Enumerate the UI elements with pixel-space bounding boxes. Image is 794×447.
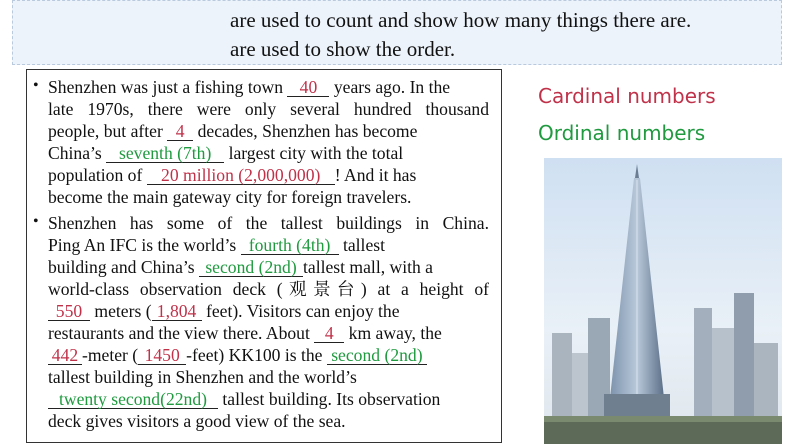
definition-cardinal: are used to count and show how many things there are. <box>230 8 692 32</box>
definition-ordinal: are used to show the order. <box>230 37 456 61</box>
answer-population[interactable]: 20 million (2,000,000) <box>147 166 335 185</box>
answer-kk-ft[interactable]: 1450 <box>138 346 186 365</box>
answer-world-rank[interactable]: fourth (4th) <box>241 236 339 255</box>
answer-distance[interactable]: 4 <box>314 324 344 343</box>
p2-line7: 442 -meter ( 1450 -feet) KK100 is the second (2nd) <box>48 344 427 366</box>
skyscraper-photo <box>544 158 782 444</box>
bullet-1: • <box>33 77 39 94</box>
p2-line2: Ping An IFC is the world’s fourth (4th) tallest <box>48 235 385 255</box>
p2-line3: building and China’s second (2nd) tallest mall, with a <box>48 257 433 277</box>
p2-line6: restaurants and the view there. About 4 km away, the <box>48 323 442 343</box>
p1-line1: Shenzhen was just a fishing town 40 years ago. In the <box>48 77 451 97</box>
answer-kk-world[interactable]: twenty second(22nd) <box>48 390 218 409</box>
answer-mall-rank[interactable]: second (2nd) <box>199 258 303 277</box>
answer-years[interactable]: 40 <box>287 78 329 97</box>
answer-decades[interactable]: 4 <box>167 122 193 141</box>
answer-height-ft[interactable]: 1,804 <box>152 302 202 321</box>
answer-kk-rank[interactable]: second (2nd) <box>327 346 427 365</box>
passage-panel <box>26 69 502 443</box>
p1-line6: become the main gateway city for foreign travelers. <box>48 187 412 207</box>
legend-cardinal: Cardinal numbers <box>538 84 716 108</box>
answer-china-rank[interactable]: seventh (7th) <box>106 144 224 163</box>
p1-line5: population of 20 million (2,000,000) ! And it has <box>48 165 417 185</box>
answer-height-m[interactable]: 550 <box>48 302 90 321</box>
p2-line4: world-class observation deck (观景台) at a height of <box>48 279 489 299</box>
p1-line3: people, but after 4 decades, Shenzhen has become <box>48 121 418 141</box>
p2-line5: 550 meters ( 1,804 feet). Visitors can enjoy the <box>48 300 400 322</box>
legend-ordinal: Ordinal numbers <box>538 121 706 145</box>
p1-line4: China’s seventh (7th) largest city with the total <box>48 143 404 163</box>
p1-line2: late 1970s, there were only several hundred thousand <box>48 99 489 119</box>
p2-line8: tallest building in Shenzhen and the world’s <box>48 367 357 387</box>
p2-line9: twenty second(22nd) tallest building. Its observation <box>48 388 440 410</box>
p2-line10: deck gives visitors a good view of the sea. <box>48 411 346 431</box>
answer-kk-m[interactable]: 442 <box>48 346 82 365</box>
bullet-2: • <box>33 213 39 230</box>
p2-line1: Shenzhen has some of the tallest buildings in China. <box>48 213 489 233</box>
